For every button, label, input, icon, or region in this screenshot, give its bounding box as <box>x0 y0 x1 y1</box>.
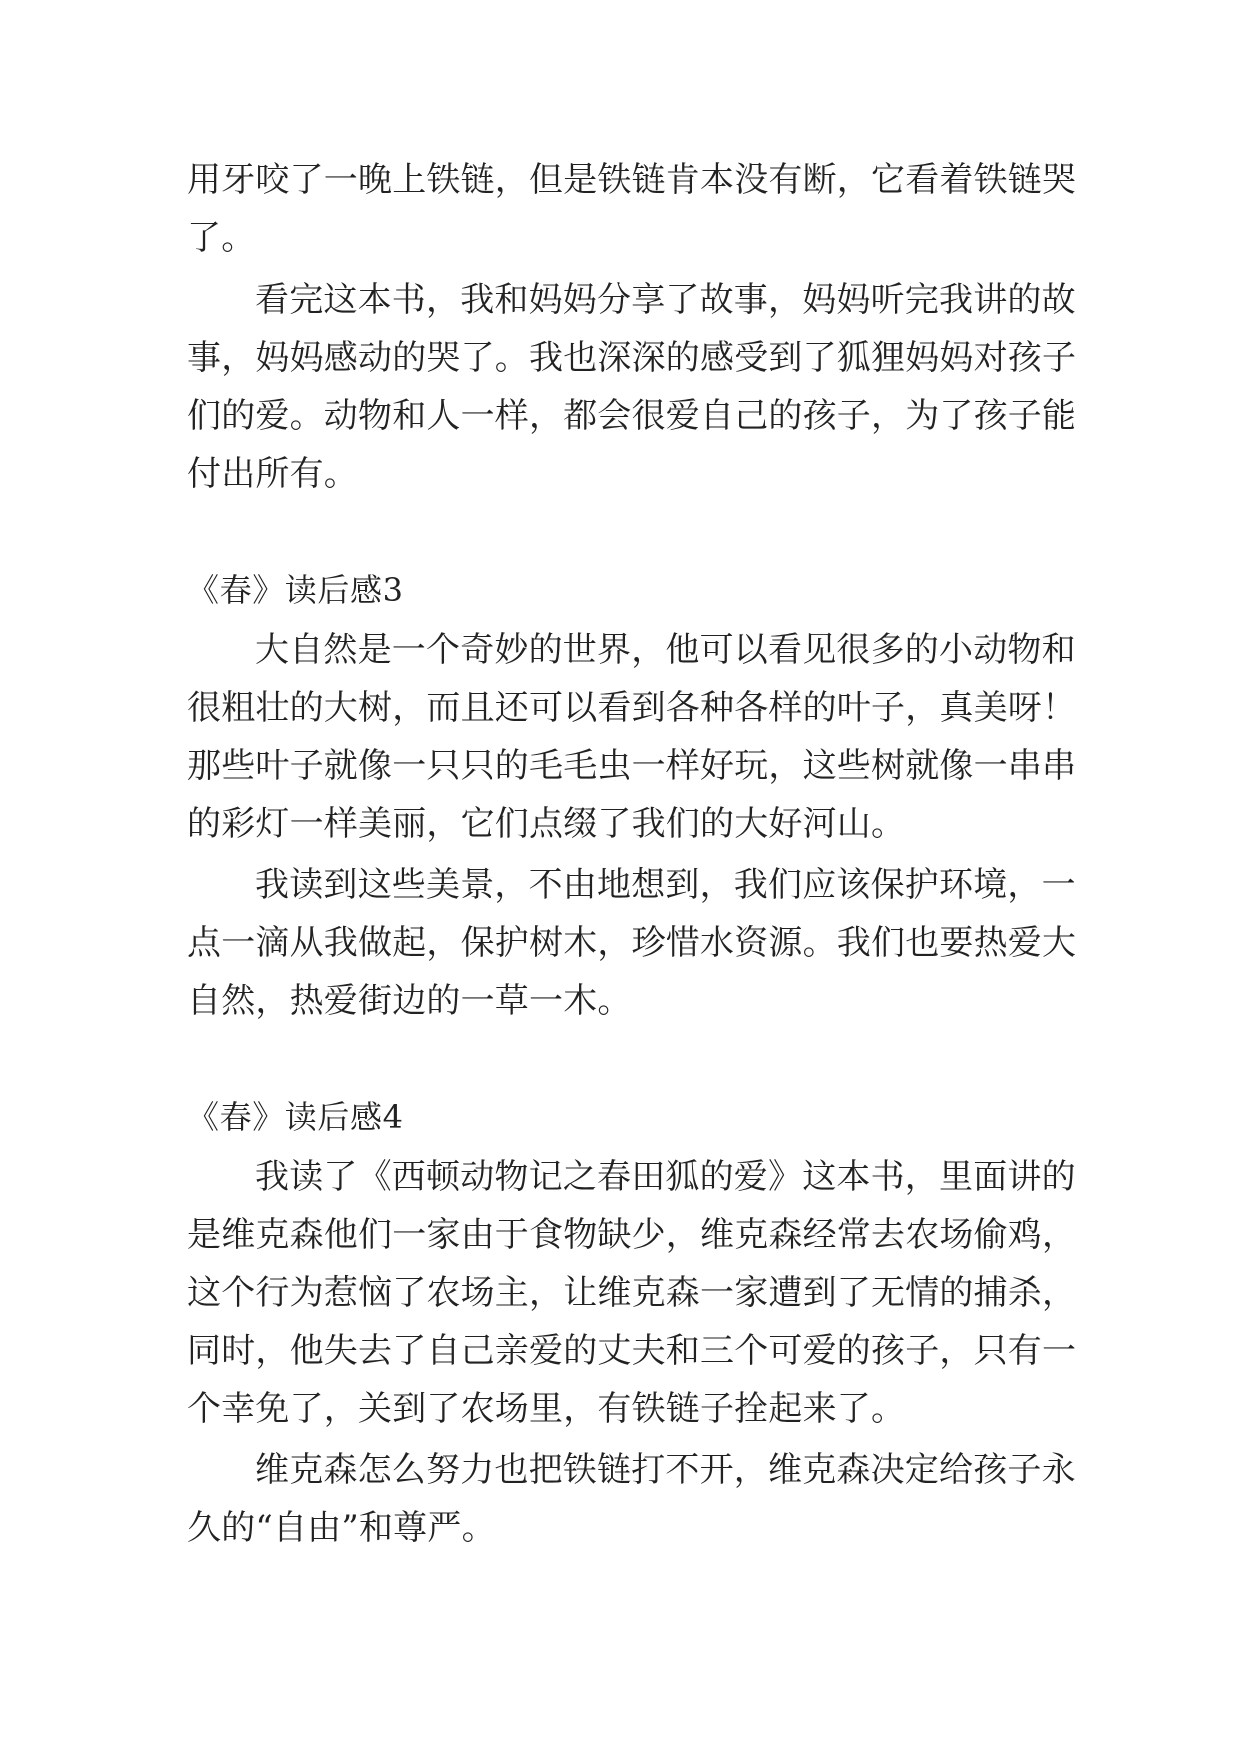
paragraph-line: 大自然是一个奇妙的世界，他可以看见很多的小动物和 <box>255 630 1076 670</box>
paragraph-line: 自然，热爱街边的一草一木。 <box>187 981 632 1021</box>
paragraph-line: 的彩灯一样美丽，它们点缀了我们的大好河山。 <box>187 804 906 844</box>
paragraph-line: 用牙咬了一晚上铁链，但是铁链肯本没有断，它看着铁链哭 <box>187 160 1077 200</box>
paragraph-line: 维克森怎么努力也把铁链打不开，维克森决定给孩子永 <box>255 1450 1076 1490</box>
paragraph-line: 我读到这些美景，不由地想到，我们应该保护环境，一 <box>255 865 1076 905</box>
paragraph-line: 个幸免了，关到了农场里，有铁链子拴起来了。 <box>187 1389 906 1429</box>
paragraph-line: 我读了《西顿动物记之春田狐的爱》这本书，里面讲的 <box>255 1157 1076 1197</box>
paragraph-line: 这个行为惹恼了农场主，让维克森一家遭到了无情的捕杀， <box>187 1273 1077 1313</box>
paragraph-line: 是维克森他们一家由于食物缺少，维克森经常去农场偷鸡， <box>187 1215 1077 1255</box>
paragraph-line: 看完这本书，我和妈妈分享了故事，妈妈听完我讲的故 <box>255 280 1076 320</box>
paragraph-line: 付出所有。 <box>187 454 358 494</box>
paragraph-line: 久的“自由”和尊严。 <box>187 1508 496 1548</box>
paragraph-line: 们的爱。动物和人一样，都会很爱自己的孩子，为了孩子能 <box>187 396 1077 436</box>
section-heading: 《春》读后感4 <box>187 1098 404 1136</box>
paragraph-line: 那些叶子就像一只只的毛毛虫一样好玩，这些树就像一串串 <box>187 746 1077 786</box>
paragraph-line: 很粗壮的大树，而且还可以看到各种各样的叶子，真美呀！ <box>187 688 1077 728</box>
paragraph-line: 事，妈妈感动的哭了。我也深深的感受到了狐狸妈妈对孩子 <box>187 338 1077 378</box>
paragraph-line: 点一滴从我做起，保护树木，珍惜水资源。我们也要热爱大 <box>187 923 1077 963</box>
paragraph-line: 了。 <box>187 218 256 258</box>
section-heading: 《春》读后感3 <box>187 571 404 609</box>
paragraph-line: 同时，他失去了自己亲爱的丈夫和三个可爱的孩子，只有一 <box>187 1331 1077 1371</box>
